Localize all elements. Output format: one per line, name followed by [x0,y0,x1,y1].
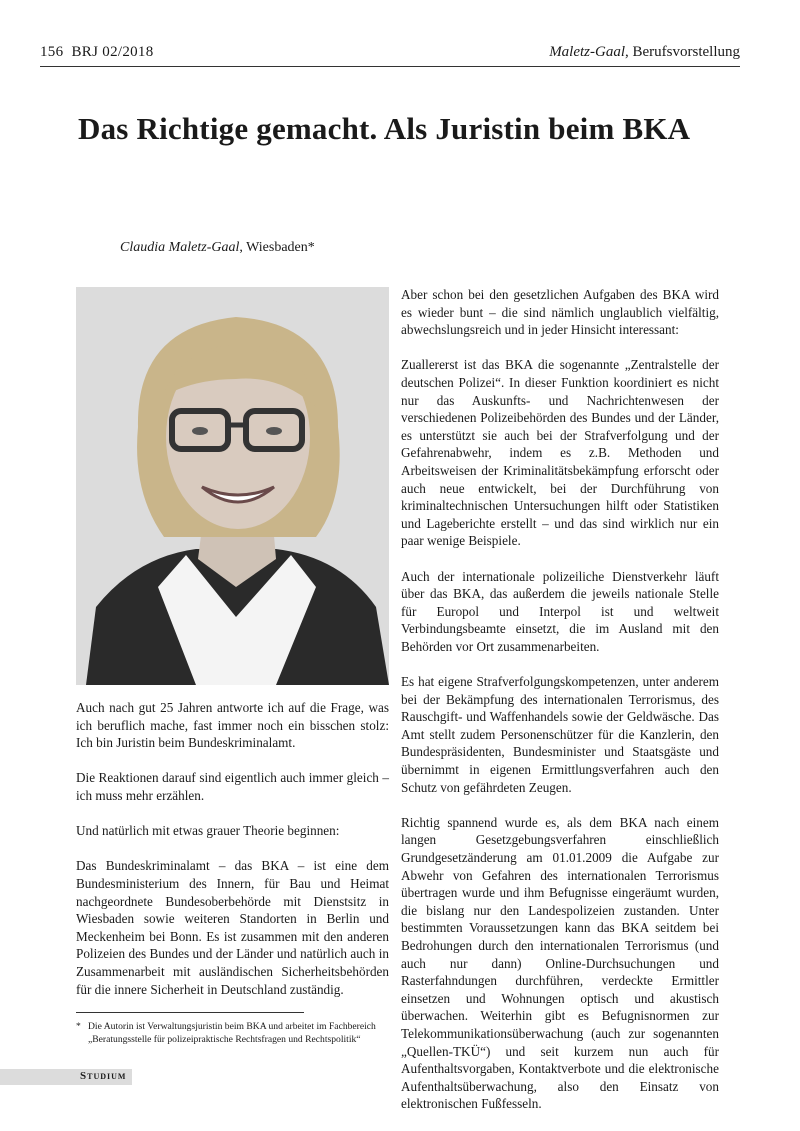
left-paragraph: Auch nach gut 25 Jahren antworte ich auf die Frage, was ich beruflich mache, fast immer noch ein bisschen stolz: Ich bin Juristin beim Bundeskriminalamt. [76,700,389,751]
portrait-eye-left [192,427,208,435]
portrait-illustration [76,287,389,685]
header-rule [40,66,740,67]
footnote [76,1020,396,1046]
running-header-left [40,44,154,61]
running-author: Maletz-Gaal [549,44,626,60]
footnote-line-1: Die Autorin ist Verwaltungsjuristin beim BKA und arbeitet im Fachbereich [88,1021,376,1032]
footnote-rule [76,1012,304,1013]
right-paragraph: Richtig spannend wurde es, als dem BKA nach einem langen Gesetzgebungsverfahren einschließlich Grundgesetzänderung am 01.01.2009 die Aufgabe zur Abwehr von Gefahren des internationalen Terrorismus übertragen wurde und ihm Befugnisse eingeräumt wurden, die bislang nur den Landespolizeien zustanden. Unter bestimmten Voraussetzungen kann das BKA seitdem bei Bedrohungen durch den internationalen Terrorismus (und auch nur dann) Online-Durchsuchungen und Rasterfahndungen durchführen, verdeckte Ermittler einsetzen und Wohnungen optisch und akustisch überwachen. Weiterhin gibt es Befugnisnormen zur Telekommunikationsüberwachung (auch zur sogenannten „Quellen-TKÜ“) und seit kurzem nun auch für Aufenthaltsvorgaben, Kontaktverbote und die elektronische Aufenthaltsüberwachung, also den Einsatz von elektronischen Fußfesseln. [401,814,719,1112]
author-name: Claudia Maletz-Gaal [120,240,240,255]
journal-issue: BRJ 02/2018 [71,44,154,60]
byline [120,240,315,256]
section-label: Studium [80,1070,127,1082]
left-paragraph: Das Bundeskriminalamt – das BKA – ist eine dem Bundesministerium des Innern, für Bau und Heimat nachgeordnete Bundesoberbehörde mit Dienstsitz in Wiesbaden sowie weiteren Standorten in Berlin und Meckenheim bei Bonn. Es ist zusammen mit den anderen Polizeien des Bundes und der Länder und natürlich auch in Zusammenarbeit mit ausländischen Sicherheitsbehörden für die innere Sicherheit in Deutschland zuständig. [76,858,389,997]
footnote-line-2: „Beratungsstelle für polizeipraktische Rechtsfragen und Rechtspolitik“ [88,1034,361,1045]
right-paragraph: Zuallererst ist das BKA die sogenannte „Zentralstelle der deutschen Polizei“. In dieser Funktion koordiniert es nicht nur das Auskunfts- und Nachrichtenwesen der verschiedenen Polizeibehörden des Bundes und der Länder, es unterstützt sie auch bei der Strafverfolgung und der Gefahrenabwehr, indem es z.B. Methoden und Arbeitsweisen der Kriminalitätsbekämpfung erforscht oder auch neue entwickelt, bei der Durchführung von kriminaltechnischen Untersuchungen hilft oder Statistiken und Lageberichte erstellt – und das sind wirklich nur ein paar wenige Beispiele. [401,357,719,549]
left-paragraph: Die Reaktionen darauf sind eigentlich auch immer gleich – ich muss mehr erzählen. [76,770,389,803]
footnote-mark: * [76,1021,81,1032]
article-title: Das Richtige gemacht. Als Juristin beim BKA [78,111,691,146]
right-paragraph: Auch der internationale polizeiliche Dienstverkehr läuft über das BKA, das außerdem die jeweils nationale Stelle für Europol und Interpol ist und weltweit Verbindungsbeamte einsetzt, die im Ausland mit den Behörden vor Ort zusammenarbeiten. [401,568,719,654]
running-title: , Berufsvorstellung [625,44,740,60]
right-paragraph: Aber schon bei den gesetzlichen Aufgaben des BKA wird es wieder bunt – die sind nämlich unglaublich vielfältig, abwechslungsreich und in jeder Hinsicht interessant: [401,287,719,338]
left-paragraph: Und natürlich mit etwas grauer Theorie beginnen: [76,823,340,839]
author-location: , Wiesbaden* [239,240,315,255]
right-column [401,286,719,1131]
left-column [76,699,389,1016]
right-paragraph: Es hat eigene Strafverfolgungskompetenzen, unter anderem bei der Bekämpfung des internationalen Terrorismus, des Rauschgift- und Waffenhandels sowie der Geldwäsche. Das Amt stellt zudem Personenschützer für die Kanzlerin, den Bundespräsidenten, Bundesminister und Staatsgäste und übernimmt in eigenen Ermittlungsverfahren auch den Schutz von gefährdeten Zeugen. [401,674,719,795]
portrait-eye-right [266,427,282,435]
running-header-right [549,44,740,61]
page-number: 156 [40,44,64,60]
author-portrait [76,287,389,685]
